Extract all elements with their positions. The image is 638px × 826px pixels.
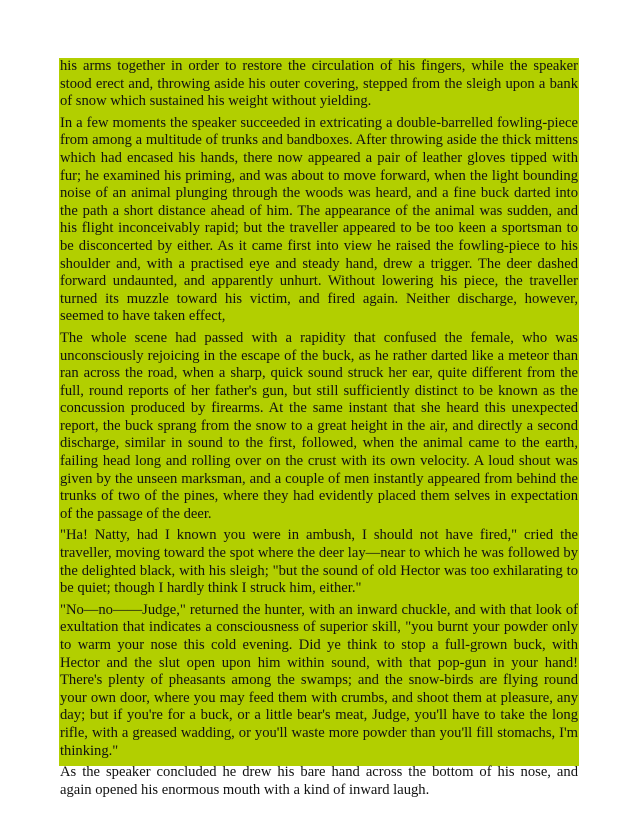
paragraph-3: The whole scene had passed with a rapidity that confused the female, who was unconsciously rejoicing in the escape of the buck, as he rather darted like a meteor than ran across the road, when a sharp, quick sound struck her ear, quite different from the full, round reports of her father's gun, but still sufficiently distinct to be known as the concussion produced by firearms. At the same instant that she heard this unexpected report, the buck sprang from the snow to a great height in the air, and directly a second discharge, similar in sound to the first, followed, when the animal came to the earth, failing head long and rolling over on the crust with its own velocity. A loud shout was given by the unseen marksman, and a couple of men instantly appeared from behind the trunks of two of the pines, where they had evidently placed them selves in expectation of the passage of the deer. [60,329,578,522]
paragraph-4: "Ha! Natty, had I known you were in ambush, I should not have fired," cried the traveller, moving toward the spot where the deer lay—near to which he was followed by the delighted black, with his sleigh; "but the sound of old Hector was too exhilarating to be quiet; though I hardly think I struck him, either." [60,527,578,597]
paragraph-1: his arms together in order to restore the circulation of his fingers, while the speaker stood erect and, throwing aside his outer covering, stepped from the sleigh upon a bank of snow which sustained his weight without yielding. [60,58,578,110]
paragraph-2: In a few moments the speaker succeeded in extricating a double-barrelled fowling-piece from among a multitude of trunks and bandboxes. After throwing aside the thick mittens which had encased his hands, there now appeared a pair of leather gloves tipped with fur; he examined his priming, and was about to move forward, when the light bounding noise of an animal plunging through the woods was heard, and a fine buck darted into the path a short distance ahead of him. The appearance of the animal was sudden, and his flight inconceivably rapid; but the traveller appeared to be too keen a sportsman to be disconcerted by either. As it came first into view he raised the fowling-piece to his shoulder and, with a practised eye and steady hand, drew a trigger. The deer dashed forward undaunted, and apparently unhurt. Without lowering his piece, the traveller turned its muzzle toward his victim, and fired again. Neither discharge, however, seemed to have taken effect, [60,114,578,325]
paragraph-6: As the speaker concluded he drew his bare hand across the bottom of his nose, and again opened his enormous mouth with a kind of inward laugh. [60,764,578,798]
paragraph-5: "No—no——Judge," returned the hunter, with an inward chuckle, and with that look of exultation that indicates a consciousness of superior skill, "you burnt your powder only to warm your nose this cold evening. Did ye think to stop a full-grown buck, with Hector and the slut open upon him within sound, with that pop-gun in your hand! There's plenty of pheasants among the swamps; and the snow-birds are flying round your own door, where you may feed them with crumbs, and shoot them at pleasure, any day; but if you're for a buck, or a little bear's meat, Judge, you'll have to take the long rifle, with a greased wadding, or you'll waste more powder than you'll fill stomachs, I'm thinking." [60,601,578,759]
highlighted-text-block [59,58,579,798]
